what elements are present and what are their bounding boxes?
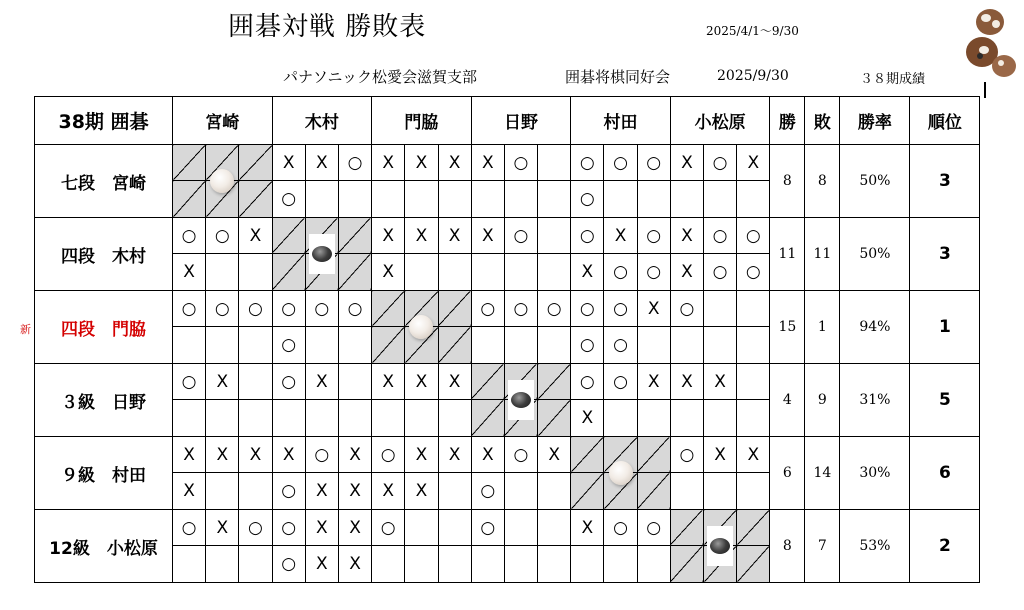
result-cell: ○ [604, 510, 637, 546]
rank-value: 5 [910, 364, 980, 437]
org-name: パナソニック松愛会滋賀支部 [283, 68, 477, 86]
result-cell: ○ [239, 510, 272, 546]
result-cell [538, 546, 571, 583]
result-cell [737, 291, 770, 327]
self-match-cell [670, 510, 703, 546]
result-cell [372, 546, 405, 583]
result-cell: ○ [504, 218, 537, 254]
result-cell [438, 510, 471, 546]
result-cell [272, 400, 305, 437]
result-cell [670, 181, 703, 218]
player-name: 四段 木村 [35, 218, 173, 291]
stat-header: 順位 [910, 97, 980, 145]
self-match-cell [438, 327, 471, 364]
self-match-cell [239, 181, 272, 218]
result-cell: X [372, 145, 405, 181]
result-cell: ○ [338, 291, 371, 327]
self-match-cell [471, 400, 504, 437]
result-cell [206, 254, 239, 291]
result-cell: ○ [637, 254, 670, 291]
result-cell: ○ [504, 437, 537, 473]
result-cell [173, 400, 206, 437]
self-match-cell [338, 218, 371, 254]
player-name: 七段 宮崎 [35, 145, 173, 218]
loss-count: 14 [805, 437, 840, 510]
result-cell: ○ [173, 218, 206, 254]
result-cell [704, 291, 737, 327]
black-stone-icon [309, 234, 335, 274]
result-cell: ○ [637, 218, 670, 254]
self-match-cell [471, 364, 504, 400]
self-match-cell [372, 291, 405, 327]
result-cell [504, 510, 537, 546]
result-cell: ○ [637, 145, 670, 181]
result-cell [405, 510, 438, 546]
result-cell: ○ [604, 291, 637, 327]
result-cell [438, 473, 471, 510]
self-match-cell [571, 437, 604, 473]
table-row [35, 145, 980, 181]
result-cell: ○ [173, 291, 206, 327]
result-cell: X [372, 218, 405, 254]
self-match-cell [571, 473, 604, 510]
result-cell: X [305, 546, 338, 583]
result-cell: X [670, 364, 703, 400]
corner-header: 38期 囲碁 [35, 97, 173, 145]
result-cell [604, 546, 637, 583]
result-cell: ○ [206, 291, 239, 327]
win-rate: 30% [840, 437, 910, 510]
result-cell: X [704, 437, 737, 473]
result-cell [438, 254, 471, 291]
result-cell: X [173, 254, 206, 291]
result-cell [538, 510, 571, 546]
result-cell: ○ [704, 254, 737, 291]
result-cell [604, 400, 637, 437]
loss-count: 8 [805, 145, 840, 218]
result-cell [704, 181, 737, 218]
loss-count: 9 [805, 364, 840, 437]
win-count: 4 [770, 364, 805, 437]
result-cell: ○ [272, 181, 305, 218]
result-cell: ○ [604, 364, 637, 400]
table-row [35, 510, 980, 546]
result-cell [206, 400, 239, 437]
self-match-cell [637, 437, 670, 473]
result-cell: ○ [504, 291, 537, 327]
result-cell [239, 364, 272, 400]
win-rate: 50% [840, 145, 910, 218]
result-cell: ○ [571, 181, 604, 218]
result-cell: X [604, 218, 637, 254]
result-cell: X [239, 437, 272, 473]
result-cell: ○ [670, 291, 703, 327]
table-row [35, 291, 980, 327]
white-stone-icon [207, 166, 237, 196]
result-cell [670, 473, 703, 510]
loss-count: 7 [805, 510, 840, 583]
result-cell [670, 327, 703, 364]
result-cell: ○ [372, 510, 405, 546]
player-name: ３級 日野 [35, 364, 173, 437]
opponent-header: 村田 [571, 97, 671, 145]
result-cell [504, 546, 537, 583]
result-cell: X [272, 145, 305, 181]
result-cell: ○ [272, 327, 305, 364]
rank-value: 2 [910, 510, 980, 583]
self-match-cell [272, 254, 305, 291]
self-match-cell [538, 364, 571, 400]
win-rate: 50% [840, 218, 910, 291]
player-name: 四段 門脇 [35, 291, 173, 364]
result-cell: ○ [272, 546, 305, 583]
result-cell [704, 327, 737, 364]
club-logo-icon [960, 4, 1020, 100]
result-cell: ○ [504, 145, 537, 181]
stat-header: 敗 [805, 97, 840, 145]
result-cell [637, 181, 670, 218]
result-cell: ○ [206, 218, 239, 254]
self-match-cell [338, 254, 371, 291]
logo-divider [984, 82, 986, 98]
opponent-header: 宮崎 [173, 97, 273, 145]
result-cell [737, 400, 770, 437]
result-cell: ○ [272, 510, 305, 546]
result-cell: X [173, 437, 206, 473]
result-cell [405, 254, 438, 291]
result-cell: ○ [372, 437, 405, 473]
player-name: ９級 村田 [35, 437, 173, 510]
result-cell: X [305, 145, 338, 181]
result-cell: X [737, 145, 770, 181]
result-cell: X [206, 364, 239, 400]
result-cell: ○ [704, 218, 737, 254]
result-cell: ○ [338, 145, 371, 181]
term-note: ３８期成績 [860, 72, 926, 87]
result-cell [471, 546, 504, 583]
result-cell: X [670, 145, 703, 181]
result-cell: X [338, 473, 371, 510]
result-cell [737, 364, 770, 400]
loss-count: 1 [805, 291, 840, 364]
results-table [34, 96, 980, 583]
result-cell: X [206, 510, 239, 546]
result-cell [538, 218, 571, 254]
win-count: 6 [770, 437, 805, 510]
result-cell: ○ [471, 510, 504, 546]
result-cell: X [471, 437, 504, 473]
result-cell: X [471, 218, 504, 254]
self-match-cell [372, 327, 405, 364]
win-count: 8 [770, 510, 805, 583]
result-cell [239, 400, 272, 437]
self-match-cell [173, 145, 206, 181]
result-cell: X [305, 473, 338, 510]
self-match-cell [272, 218, 305, 254]
result-cell: X [372, 254, 405, 291]
new-mark: 新 [20, 323, 31, 336]
result-cell: ○ [737, 218, 770, 254]
result-cell [504, 327, 537, 364]
result-cell: X [670, 254, 703, 291]
result-cell [737, 327, 770, 364]
result-cell [471, 181, 504, 218]
win-rate: 94% [840, 291, 910, 364]
result-cell: X [637, 291, 670, 327]
rank-value: 6 [910, 437, 980, 510]
self-match-cell [538, 400, 571, 437]
result-cell: X [272, 437, 305, 473]
result-cell: X [173, 473, 206, 510]
stat-header: 勝率 [840, 97, 910, 145]
result-cell: X [305, 364, 338, 400]
result-cell: ○ [704, 145, 737, 181]
result-cell: X [438, 218, 471, 254]
result-cell: ○ [239, 291, 272, 327]
stat-header: 勝 [770, 97, 805, 145]
self-match-cell [670, 546, 703, 583]
result-cell: X [571, 400, 604, 437]
table-row [35, 437, 980, 473]
result-cell [173, 546, 206, 583]
result-cell [538, 327, 571, 364]
result-cell: ○ [670, 437, 703, 473]
rank-value: 3 [910, 218, 980, 291]
result-cell: X [206, 437, 239, 473]
result-cell [372, 400, 405, 437]
result-cell [538, 145, 571, 181]
result-cell: ○ [272, 364, 305, 400]
result-cell: X [372, 364, 405, 400]
result-cell: ○ [637, 510, 670, 546]
result-cell: X [405, 437, 438, 473]
result-cell [239, 473, 272, 510]
result-cell [704, 473, 737, 510]
result-cell: ○ [173, 364, 206, 400]
result-cell [206, 473, 239, 510]
result-cell [173, 327, 206, 364]
result-cell [471, 254, 504, 291]
result-cell: X [338, 510, 371, 546]
self-match-cell [737, 510, 770, 546]
self-match-cell [438, 291, 471, 327]
result-cell: ○ [571, 291, 604, 327]
result-cell: ○ [305, 291, 338, 327]
result-cell: ○ [272, 473, 305, 510]
result-cell [438, 181, 471, 218]
result-cell [372, 181, 405, 218]
result-cell [305, 400, 338, 437]
self-match-cell [239, 145, 272, 181]
result-cell [239, 546, 272, 583]
result-cell [538, 181, 571, 218]
rank-value: 1 [910, 291, 980, 364]
opponent-header: 木村 [272, 97, 372, 145]
table-row [35, 218, 980, 254]
result-cell [405, 400, 438, 437]
result-cell [338, 327, 371, 364]
rank-value: 3 [910, 145, 980, 218]
result-cell [471, 327, 504, 364]
result-cell [305, 327, 338, 364]
result-cell: ○ [737, 254, 770, 291]
result-cell [239, 327, 272, 364]
opponent-header: 小松原 [670, 97, 770, 145]
white-stone-icon [606, 458, 636, 488]
result-cell: X [372, 473, 405, 510]
result-cell: X [438, 437, 471, 473]
result-cell: X [571, 254, 604, 291]
self-match-cell [637, 473, 670, 510]
result-cell [438, 400, 471, 437]
result-cell [538, 473, 571, 510]
result-cell [670, 400, 703, 437]
result-cell [571, 546, 604, 583]
result-cell: ○ [571, 218, 604, 254]
result-cell: ○ [604, 254, 637, 291]
result-cell [405, 181, 438, 218]
result-cell: ○ [571, 364, 604, 400]
result-cell: X [305, 510, 338, 546]
result-cell: ○ [571, 327, 604, 364]
self-match-cell [173, 181, 206, 218]
result-cell: X [438, 364, 471, 400]
win-rate: 53% [840, 510, 910, 583]
period-range: 2025/4/1～9/30 [706, 24, 799, 38]
opponent-header: 門脇 [372, 97, 472, 145]
result-cell: ○ [272, 291, 305, 327]
black-stone-icon [707, 526, 733, 566]
result-cell: X [338, 546, 371, 583]
result-cell: ○ [471, 473, 504, 510]
result-cell: X [239, 218, 272, 254]
result-cell: X [670, 218, 703, 254]
result-cell [305, 181, 338, 218]
player-name: 12級 小松原 [35, 510, 173, 583]
black-stone-icon [508, 380, 534, 420]
result-cell [206, 327, 239, 364]
result-cell: X [338, 437, 371, 473]
result-cell: X [538, 437, 571, 473]
result-cell: ○ [538, 291, 571, 327]
result-cell: ○ [604, 145, 637, 181]
result-cell: X [438, 145, 471, 181]
page-title: 囲碁対戦 勝敗表 [228, 12, 427, 42]
win-count: 11 [770, 218, 805, 291]
result-cell: X [571, 510, 604, 546]
result-cell: X [405, 473, 438, 510]
result-cell: X [405, 218, 438, 254]
white-stone-icon [406, 312, 436, 342]
win-count: 15 [770, 291, 805, 364]
result-cell: X [737, 437, 770, 473]
result-cell: ○ [571, 145, 604, 181]
result-cell [538, 254, 571, 291]
result-cell [504, 181, 537, 218]
result-cell [737, 473, 770, 510]
result-cell [338, 181, 371, 218]
win-rate: 31% [840, 364, 910, 437]
result-cell [637, 400, 670, 437]
opponent-header: 日野 [471, 97, 571, 145]
result-cell [637, 546, 670, 583]
result-cell [239, 254, 272, 291]
result-cell: ○ [305, 437, 338, 473]
result-cell: X [405, 364, 438, 400]
result-cell: X [405, 145, 438, 181]
win-count: 8 [770, 145, 805, 218]
result-cell [637, 327, 670, 364]
result-cell [405, 546, 438, 583]
result-cell: X [637, 364, 670, 400]
result-cell [737, 181, 770, 218]
loss-count: 11 [805, 218, 840, 291]
result-cell [338, 400, 371, 437]
result-cell [206, 546, 239, 583]
result-cell: ○ [471, 291, 504, 327]
result-cell: X [704, 364, 737, 400]
result-cell: X [471, 145, 504, 181]
result-cell [604, 181, 637, 218]
club-name: 囲碁将棋同好会 [565, 68, 671, 86]
report-date: 2025/9/30 [717, 68, 789, 84]
result-cell: ○ [173, 510, 206, 546]
result-cell [338, 364, 371, 400]
result-cell: ○ [604, 327, 637, 364]
result-cell [704, 400, 737, 437]
result-cell [504, 254, 537, 291]
self-match-cell [737, 546, 770, 583]
result-cell [438, 546, 471, 583]
result-cell [504, 473, 537, 510]
